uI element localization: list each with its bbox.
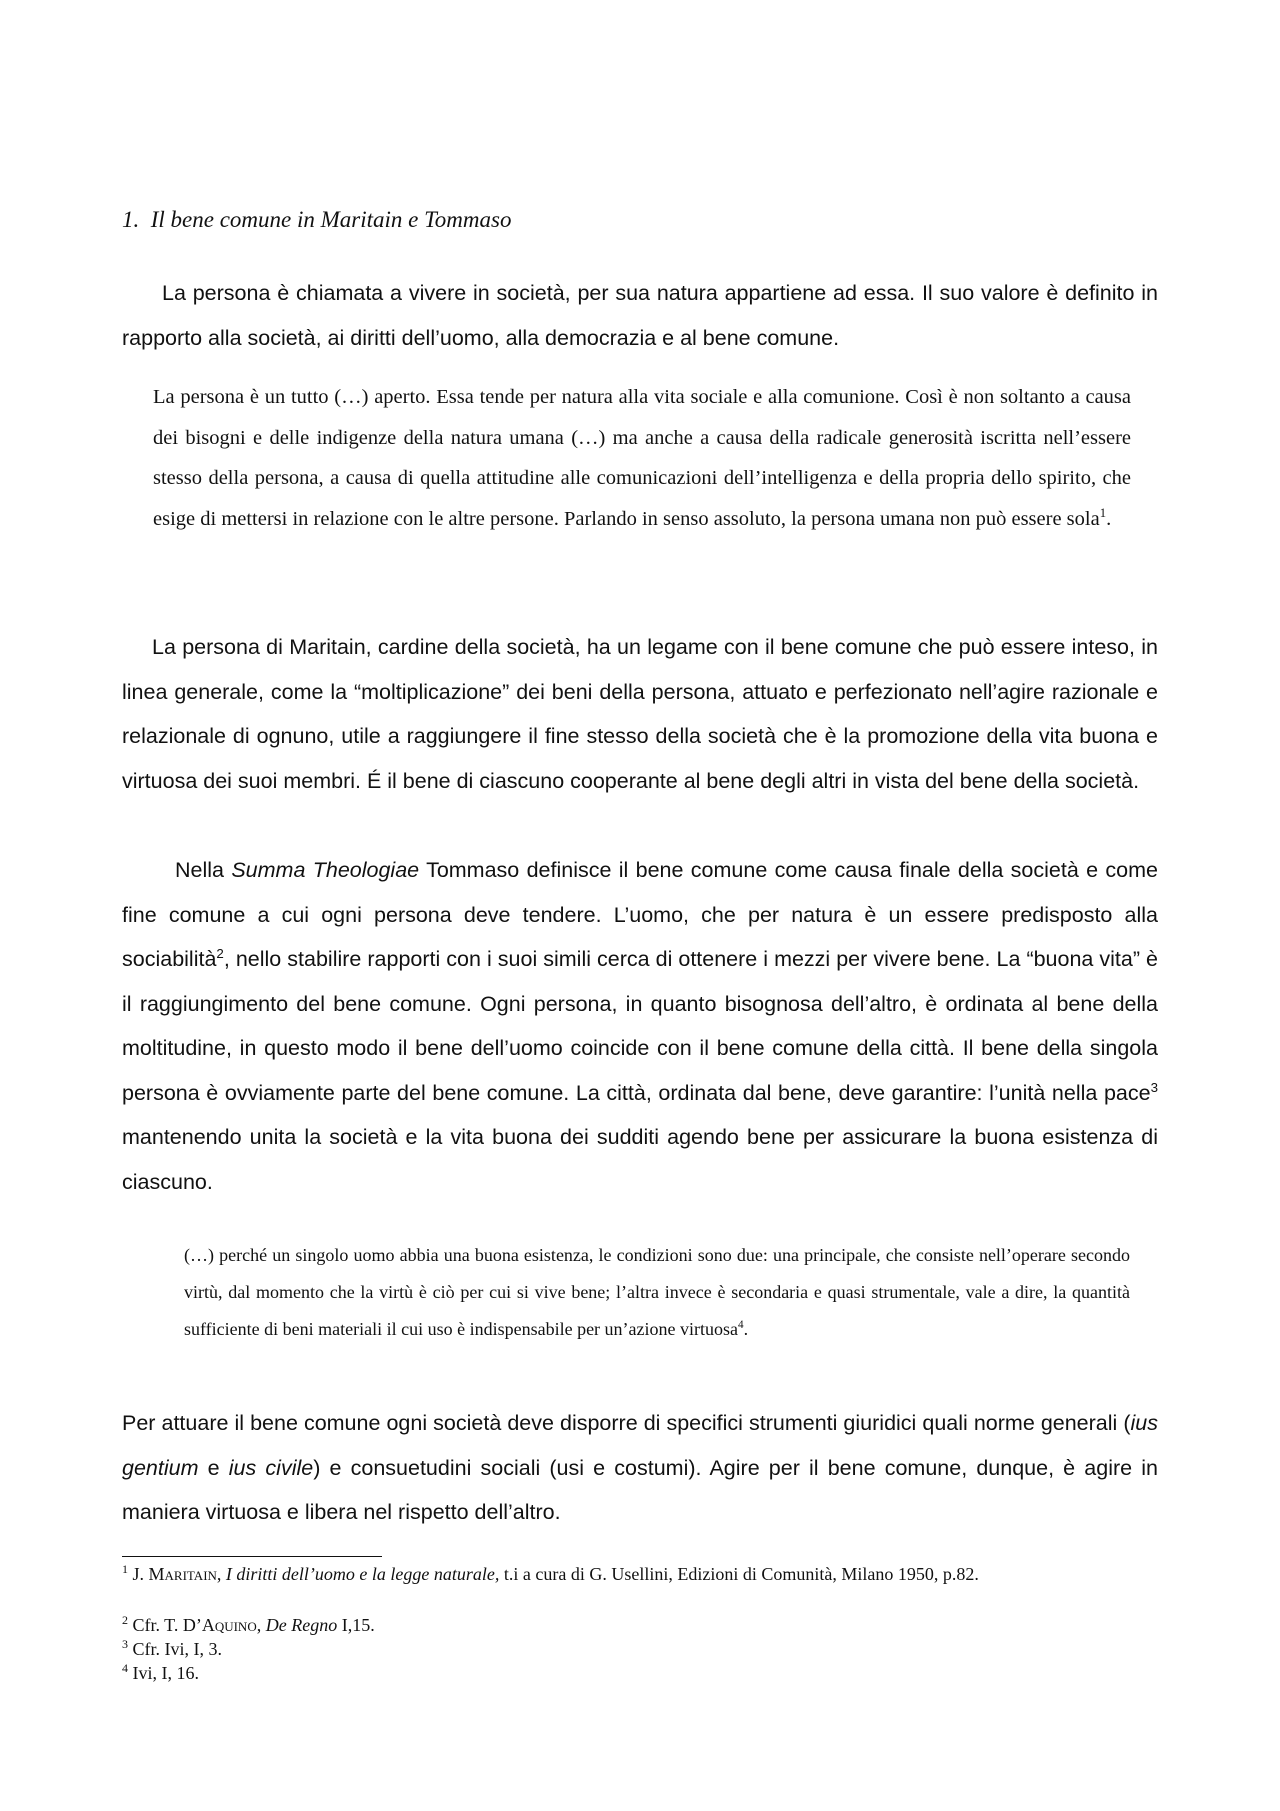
footnote-ref-4[interactable]: 4 (738, 1319, 744, 1331)
paragraph-1-text: La persona è chiamata a vivere in società, per sua natura appartiene ad essa. Il suo valore è definito in rapporto alla società, ai diritti dell’uomo, alla democrazia e al bene comune. (122, 281, 1158, 350)
paragraph-2 (122, 625, 1158, 803)
term-ius-gentium: ius gentium (122, 1411, 1158, 1480)
footnote-1: $^1$ J. Maritain, I diritti dell’uomo e la legge naturale, t.i a cura di G. Usellini, Edizioni di Comunità, Milano 1950, p.82. (122, 1562, 979, 1584)
block-quote-1-text: La persona è un tutto (…) aperto. Essa tende per natura alla vita sociale e alla comunione. Così è non soltanto a causa dei bisogni e delle indigenze della natura umana (…) ma anche a causa della radicale generosità iscritta nell’essere stesso della persona, a causa di quella attitudine alle comunicazioni dell’intelligenza e della propria dello spirito, che esige di mettersi in relazione con le altre persone. Parlando in senso assoluto, la persona umana non può essere sola (153, 386, 1131, 530)
section-title: Il bene comune in Maritain e Tommaso (150, 207, 512, 232)
footnote-ref-1[interactable]: 1 (1099, 505, 1107, 520)
block-quote-1: La persona è un tutto (…) aperto. Essa tende per natura alla vita sociale e alla comunione. Così è non soltanto a causa dei bisogni e delle indigenze della natura umana (…) ma anche a causa della radicale generosità iscritta nell’essere stesso della persona, a causa di quella attitudine alle comunicazioni dell’intelligenza e della propria dello spirito, che esige di mettersi in relazione con le altre persone. Parlando in senso assoluto, la persona umana non può essere sola$^1$. (153, 386, 1131, 530)
footnote-ref-3[interactable]: 3 (1150, 1079, 1158, 1095)
section-heading (122, 207, 511, 233)
block-quote-2-text: (…) perché un singolo uomo abbia una buona esistenza, le condizioni sono due: una principale, che consiste nell’operare secondo virtù, dal momento che la virtù è ciò per cui si vive bene; l’altra invece è secondaria e quasi strumentale, vale a dire, la quantità sufficiente di beni materiali il cui uso è indispensabile per un’azione virtuosa (184, 1245, 1130, 1339)
block-quote-2: (…) perché un singolo uomo abbia una buona esistenza, le condizioni sono due: una principale, che consiste nell’operare secondo virtù, dal momento che la virtù è ciò per cui si vive bene; l’altra invece è secondaria e quasi strumentale, vale a dire, la quantità sufficiente di beni materiali il cui uso è indispensabile per un’azione virtuosa$^4$. (184, 1245, 1130, 1339)
footnote-3: $^3$ Cfr. Ivi, I, 3. (122, 1637, 222, 1659)
paragraph-3: Nella Summa Theologiae Tommaso definisce il bene comune come causa finale della società e come fine comune a cui ogni persona deve tendere. L’uomo, che per natura è un essere predisposto alla sociabilità$^2$, nello stabilire rapporti con i suoi simili cerca di ottenere i mezzi per vivere bene. La “buona vita” è il raggiungimento del bene comune. Ogni persona, in quanto bisognosa dell’altro, è ordinata al bene della moltitudine, in questo modo il bene dell’uomo coincide con il bene comune della città. Il bene della singola persona è ovviamente parte del bene comune. La città, ordinata dal bene, deve garantire: l’unità nella pace$^3$ mantenendo unita la società e la vita buona dei sudditi agendo bene per assicurare la buona esistenza di ciascuno. (122, 858, 1158, 1194)
paragraph-1 (122, 271, 1158, 360)
paragraph-4: Per attuare il bene comune ogni società deve disporre di specifici strumenti giuridici quali norme generali (ius gentium e ius civile) e consuetudini sociali (usi e costumi). Agire per il bene comune, dunque, è agire in maniera virtuosa e libera nel rispetto dell’altro. (122, 1411, 1158, 1524)
footnote-4: $^4$ Ivi, I, 16. (122, 1661, 199, 1683)
work-title-summa: Summa Theologiae (231, 858, 420, 882)
term-ius-civile: ius civile (228, 1455, 314, 1480)
section-number: 1. (122, 207, 140, 232)
paragraph-2-text: La persona di Maritain, cardine della società, ha un legame con il bene comune che può essere inteso, in linea generale, come la “moltiplicazione” dei beni della persona, attuato e perfezionato nell’agire razionale e relazionale di ognuno, utile a raggiungere il fine stesso della società che è la promozione della vita buona e virtuosa dei suoi membri. É il bene di ciascuno cooperante al bene degli altri in vista del bene della società. (122, 635, 1158, 793)
footnote-ref-2[interactable]: 2 (216, 945, 224, 961)
footnote-2: $^2$ Cfr. T. D’Aquino, De Regno I,15. (122, 1613, 375, 1635)
footnote-separator (122, 1556, 382, 1557)
